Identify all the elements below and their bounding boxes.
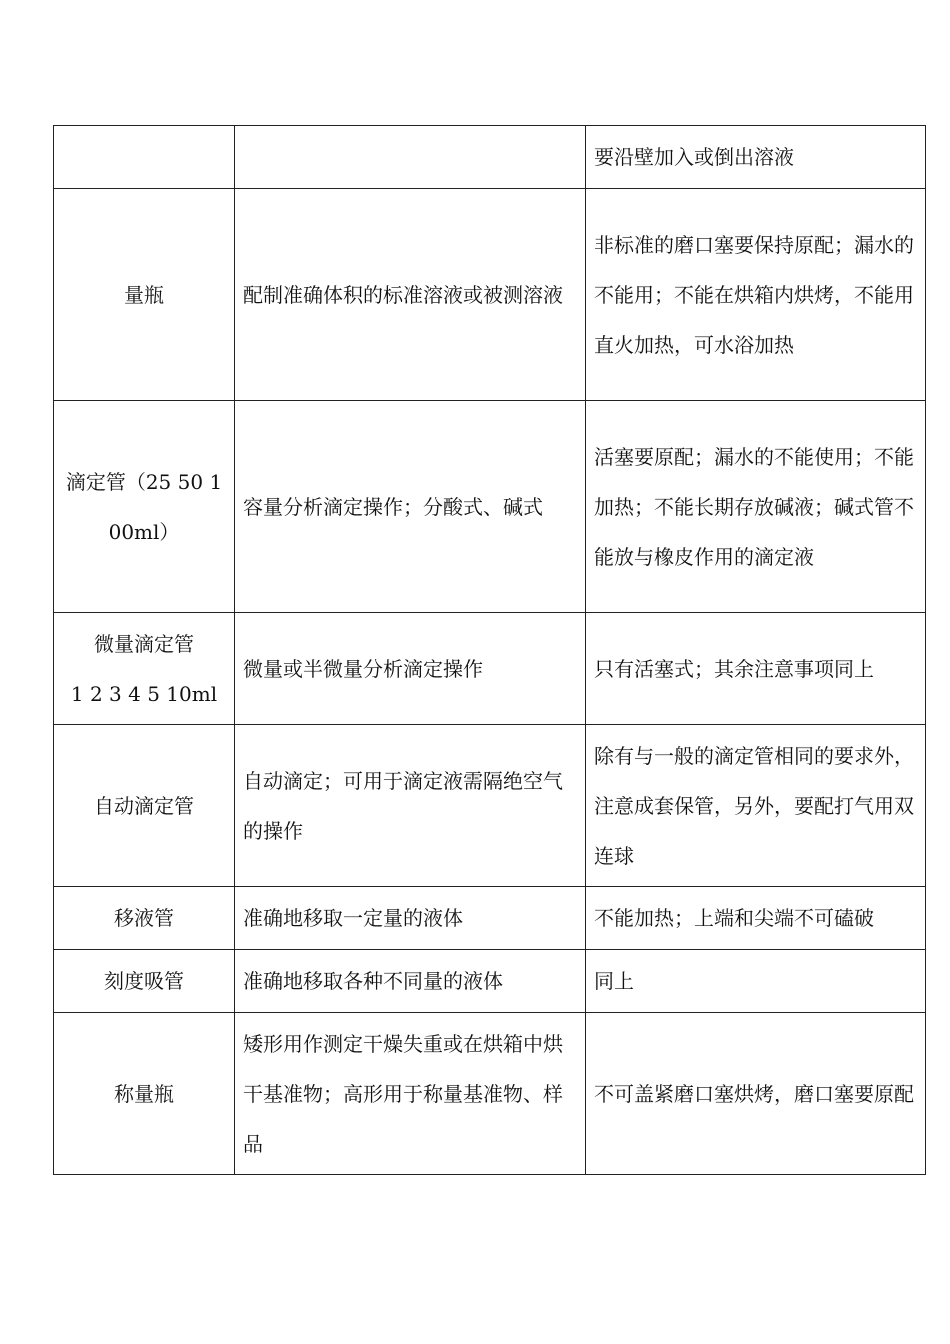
table-row <box>54 613 926 725</box>
usage-cell: 自动滴定；可用于滴定液需隔绝空气的操作 <box>235 725 586 887</box>
notes-cell: 非标准的磨口塞要保持原配；漏水的不能用；不能在烘箱内烘烤，不能用直火加热，可水浴加热 <box>586 189 926 401</box>
instrument-name-cell: 量瓶 <box>54 189 235 401</box>
instrument-name-cell <box>54 126 235 189</box>
instrument-name-cell: 移液管 <box>54 887 235 950</box>
table-row <box>54 401 926 613</box>
notes-cell: 不能加热；上端和尖端不可磕破 <box>586 887 926 950</box>
table-row <box>54 725 926 887</box>
usage-cell: 微量或半微量分析滴定操作 <box>235 613 586 725</box>
usage-cell: 配制准确体积的标准溶液或被测溶液 <box>235 189 586 401</box>
notes-cell: 不可盖紧磨口塞烘烤，磨口塞要原配 <box>586 1013 926 1175</box>
notes-cell: 只有活塞式；其余注意事项同上 <box>586 613 926 725</box>
notes-cell: 同上 <box>586 950 926 1013</box>
usage-cell: 容量分析滴定操作；分酸式、碱式 <box>235 401 586 613</box>
usage-cell: 矮形用作测定干燥失重或在烘箱中烘干基准物；高形用于称量基准物、样品 <box>235 1013 586 1175</box>
table-row <box>54 950 926 1013</box>
table-row <box>54 1013 926 1175</box>
glassware-table <box>53 125 926 1175</box>
table-row <box>54 189 926 401</box>
instrument-name-cell: 微量滴定管 1 2 3 4 5 10ml <box>54 613 235 725</box>
notes-cell: 除有与一般的滴定管相同的要求外，注意成套保管，另外，要配打气用双连球 <box>586 725 926 887</box>
usage-cell: 准确地移取各种不同量的液体 <box>235 950 586 1013</box>
table-row <box>54 887 926 950</box>
notes-cell: 要沿壁加入或倒出溶液 <box>586 126 926 189</box>
instrument-name-cell: 滴定管（25 50 100ml） <box>54 401 235 613</box>
usage-cell: 准确地移取一定量的液体 <box>235 887 586 950</box>
notes-cell: 活塞要原配；漏水的不能使用；不能加热；不能长期存放碱液；碱式管不能放与橡皮作用的滴定液 <box>586 401 926 613</box>
instrument-name-cell: 称量瓶 <box>54 1013 235 1175</box>
instrument-name-cell: 自动滴定管 <box>54 725 235 887</box>
table-row <box>54 126 926 189</box>
usage-cell <box>235 126 586 189</box>
instrument-name-cell: 刻度吸管 <box>54 950 235 1013</box>
